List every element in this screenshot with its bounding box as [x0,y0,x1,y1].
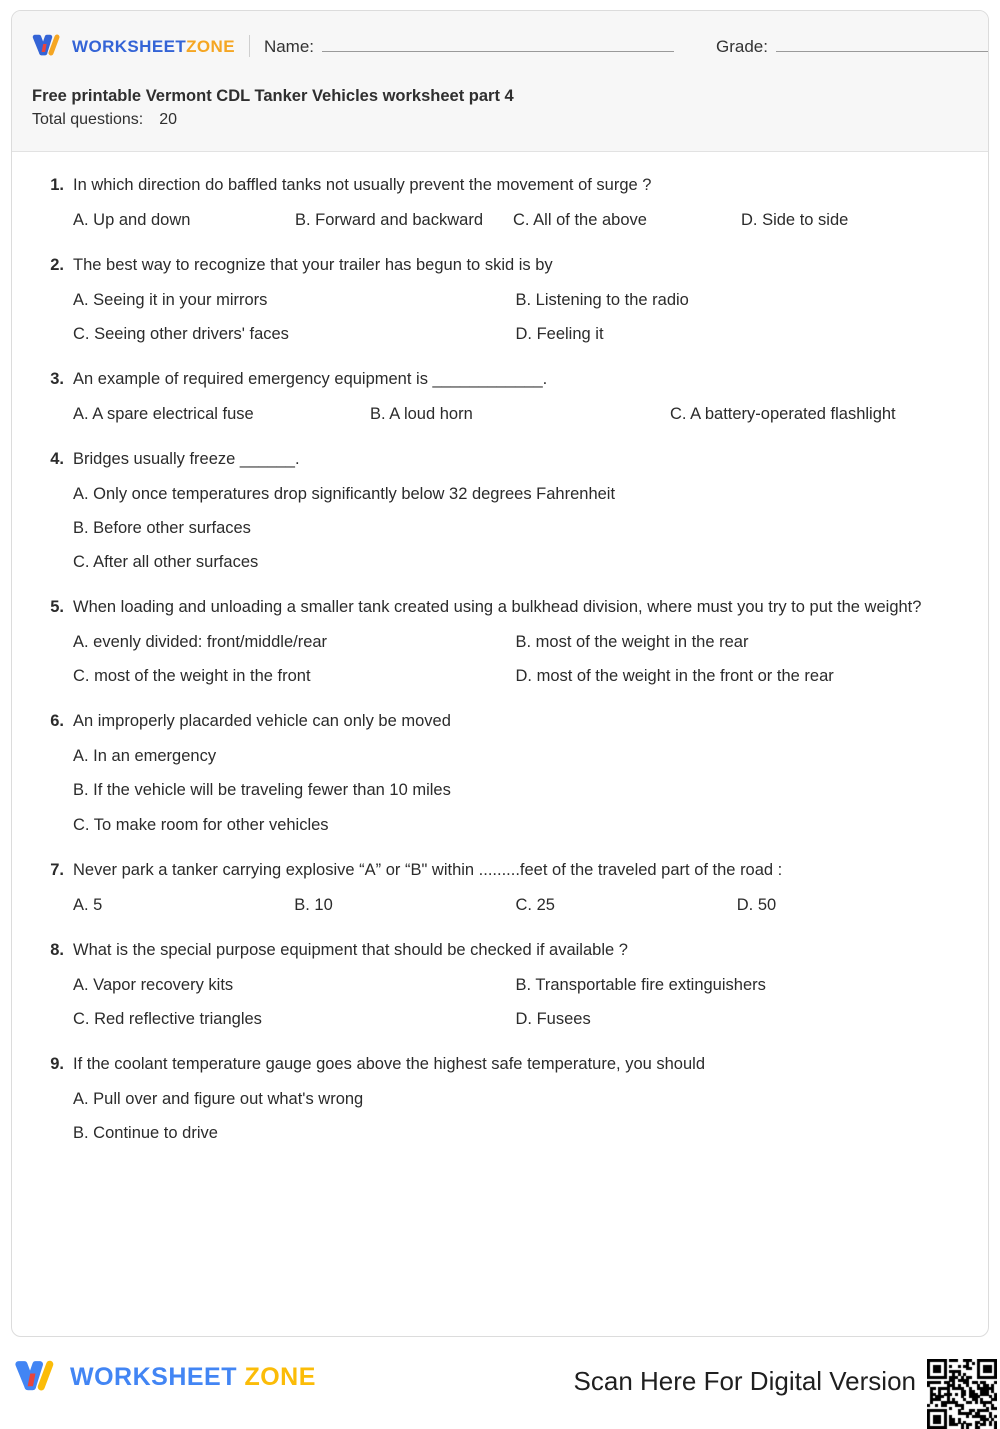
option-choice[interactable]: B. Transportable fire extinguishers [515,975,766,994]
grade-input-line[interactable] [776,36,989,52]
question-head [42,939,958,963]
options-group [42,745,958,836]
question-number: 7. [50,860,64,879]
option-row [73,517,958,540]
option-choice[interactable]: C. most of the weight in the front [73,667,311,686]
name-field[interactable] [264,36,674,57]
option-choice[interactable]: D. Feeling it [515,325,604,344]
question-text: If the coolant temperature gauge goes above the highest safe temperature, you should [73,1054,706,1073]
option-choice[interactable]: C. 25 [515,895,555,914]
brand-word-primary: WORKSHEET [72,36,187,56]
question-text: In which direction do baffled tanks not usually prevent the movement of surge ? [73,176,652,194]
option-choice[interactable]: B. Forward and backward [295,210,484,229]
total-questions-label: Total questions: [32,111,144,129]
worksheetzone-logo-icon [32,34,64,58]
option-choice[interactable]: C. After all other surfaces [73,553,259,572]
name-input-line[interactable] [322,36,674,52]
option-choice[interactable]: A. Up and down [73,210,191,229]
option-choice[interactable]: D. 50 [736,895,777,914]
question-item [42,596,958,688]
options-group [42,403,958,426]
question-text: Never park a tanker carrying explosive “A” or “B" within .........feet of the traveled part of the road : [73,860,783,879]
option-choice[interactable]: D. Fusees [515,1009,591,1028]
option-choice[interactable]: A. Only once temperatures drop significantly below 32 degrees Fahrenheit [73,485,616,504]
option-row [73,665,958,688]
question-item [42,448,958,574]
option-choice[interactable]: B. Listening to the radio [515,290,689,309]
question-number: 2. [50,256,64,275]
question-item [42,710,958,836]
option-choice[interactable]: B. most of the weight in the rear [515,633,749,652]
option-row [73,1122,958,1145]
option-choice[interactable]: B. 10 [294,895,333,914]
question-head [42,859,958,883]
question-head [42,448,958,472]
options-group [42,209,958,232]
option-choice[interactable]: C. Red reflective triangles [73,1009,262,1028]
footer-brand-word-secondary: ZONE [244,1362,316,1391]
question-number: 3. [50,370,64,389]
question-text: When loading and unloading a smaller tank created using a bulkhead division, where must you try to put the weight? [73,598,922,617]
name-label: Name: [263,36,315,56]
question-text: The best way to recognize that your trailer has begun to skid is by [73,256,553,275]
grade-label: Grade: [716,36,768,56]
total-questions-line [32,111,968,129]
question-item [42,368,958,426]
question-text: Bridges usually freeze ______. [73,450,300,469]
option-row [73,631,958,654]
option-row [73,745,958,768]
question-head [42,174,958,198]
option-choice[interactable]: B. Continue to drive [73,1123,218,1142]
option-choice[interactable]: A. Pull over and figure out what's wrong [73,1089,364,1108]
option-choice[interactable]: B. Before other surfaces [73,519,251,538]
footer-brand-logo [14,1360,316,1394]
worksheetzone-logo-icon [14,1360,60,1394]
question-item [42,859,958,917]
question-item [42,939,958,1031]
option-choice[interactable]: D. most of the weight in the front or the rear [515,667,834,686]
options-group [42,974,958,1031]
question-head [42,368,958,392]
option-choice[interactable]: A. Seeing it in your mirrors [73,290,268,309]
total-questions-count: 20 [159,111,177,129]
question-item [42,174,958,232]
options-group [42,894,958,917]
brand-word-secondary: ZONE [186,36,235,56]
question-text: An improperly placarded vehicle can only be moved [73,712,451,731]
questions-list [12,152,988,1177]
question-number: 6. [50,712,64,731]
option-row [73,779,958,802]
option-choice[interactable]: C. Seeing other drivers' faces [73,325,289,344]
scan-instruction-text: Scan Here For Digital Version [573,1366,916,1396]
title-block [32,85,968,129]
option-choice[interactable]: A. 5 [73,895,103,914]
footer-brand-word-primary: WORKSHEET [70,1362,237,1391]
question-head [42,254,958,278]
brand-logo [32,34,235,58]
option-choice[interactable]: A. evenly divided: front/middle/rear [73,633,328,652]
options-group [42,1088,958,1145]
option-row [73,551,958,574]
brand-wordmark [72,38,235,55]
worksheet-title: Free printable Vermont CDL Tanker Vehicles worksheet part 4 [32,87,514,105]
option-row [73,1008,958,1031]
worksheet-header [12,11,988,152]
footer-brand-wordmark [70,1362,316,1391]
options-group [42,483,958,574]
options-group [42,631,958,688]
qr-code[interactable] [927,1359,997,1429]
option-choice[interactable]: A. A spare electrical fuse [73,405,254,424]
option-row [73,894,958,917]
question-head [42,710,958,734]
question-item [42,254,958,346]
option-choice[interactable]: C. To make room for other vehicles [73,815,329,834]
option-row [73,403,958,426]
question-number: 4. [50,450,64,469]
option-row [73,483,958,506]
option-choice[interactable]: C. All of the above [513,210,647,229]
question-number: 1. [50,176,64,194]
question-head [42,596,958,620]
option-row [73,323,958,346]
question-text: What is the special purpose equipment that should be checked if available ? [73,940,628,959]
option-choice[interactable]: D. Side to side [741,210,849,229]
question-text: An example of required emergency equipment is ____________. [73,370,548,389]
option-row [73,1088,958,1111]
option-row [73,209,958,232]
options-group [42,289,958,346]
page-footer [0,1352,1000,1414]
option-row [73,974,958,997]
header-divider [249,35,250,57]
option-choice[interactable]: A. Vapor recovery kits [73,975,234,994]
option-choice[interactable]: B. If the vehicle will be traveling fewer than 10 miles [73,781,451,800]
option-row [73,814,958,837]
header-top-row [32,29,968,63]
grade-field[interactable] [716,36,989,57]
option-choice[interactable]: C. A battery-operated flashlight [670,405,896,424]
worksheet-card [11,10,989,1337]
option-choice[interactable]: A. In an emergency [73,747,217,766]
question-number: 8. [50,940,64,959]
option-choice[interactable]: B. A loud horn [370,405,473,424]
question-number: 5. [50,598,64,617]
question-head [42,1053,958,1077]
question-item [42,1053,958,1145]
option-row [73,289,958,312]
question-number: 9. [50,1054,64,1073]
